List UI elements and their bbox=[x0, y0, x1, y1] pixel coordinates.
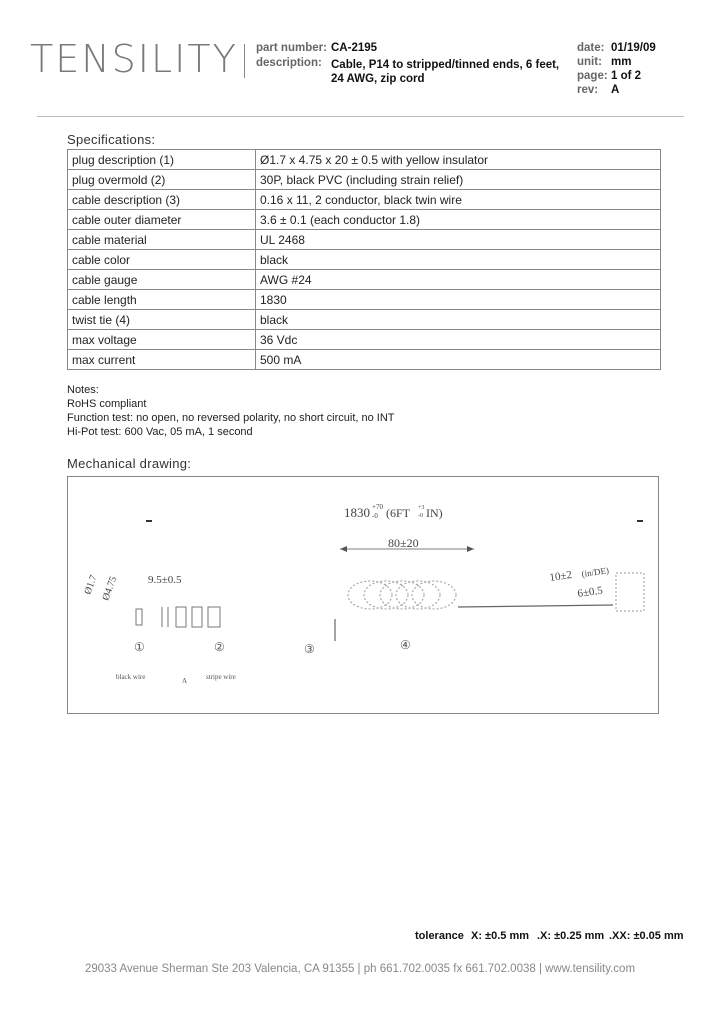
date-label: date: bbox=[577, 42, 605, 54]
coil-dim-arrow-left bbox=[340, 546, 347, 552]
cable-line bbox=[458, 605, 613, 607]
black-wire-label: black wire bbox=[116, 673, 146, 681]
spec-label: cable description (3) bbox=[68, 190, 256, 210]
spec-value: 30P, black PVC (including strain relief) bbox=[256, 170, 661, 190]
footer-contact: 29033 Avenue Sherman Ste 203 Valencia, CA 91355 | ph 661.702.0035 fx 661.702.0038 | www.tensility.com bbox=[84, 963, 636, 975]
description-line-1: Cable, P14 to stripped/tinned ends, 6 feet, bbox=[331, 59, 560, 71]
spec-value: 36 Vdc bbox=[256, 330, 661, 350]
length-inch-label: IN) bbox=[426, 506, 443, 520]
stripe-wire-label: stripe wire bbox=[206, 673, 236, 681]
part-number-value: CA-2195 bbox=[331, 42, 378, 54]
tolerance-x: X: ±0.5 mm bbox=[471, 930, 530, 942]
length-feet-label: (6FT bbox=[386, 506, 410, 520]
description-line-2: 24 AWG, zip cord bbox=[331, 73, 425, 85]
feet-tolerance-plus: +3 bbox=[418, 505, 425, 511]
unit-value: mm bbox=[611, 56, 632, 68]
spec-value: 0.16 x 11, 2 conductor, black twin wire bbox=[256, 190, 661, 210]
unit-label: unit: bbox=[577, 56, 602, 68]
spec-value: black bbox=[256, 310, 661, 330]
spec-row bbox=[68, 290, 661, 310]
header-rule bbox=[37, 116, 684, 117]
rev-label: rev: bbox=[577, 84, 599, 96]
mechanical-drawing-title: Mechanical drawing: bbox=[67, 456, 192, 471]
spec-value: black bbox=[256, 250, 661, 270]
notes-block bbox=[67, 383, 395, 439]
company-logo: TENSILITY bbox=[30, 37, 238, 81]
spec-label: cable gauge bbox=[68, 270, 256, 290]
part-number-label: part number: bbox=[256, 42, 327, 54]
strip-dimension-note: (in/DE) bbox=[580, 565, 610, 579]
spec-label: cable material bbox=[68, 230, 256, 250]
note-line: RoHS compliant bbox=[67, 398, 147, 410]
length-dimension: 1830 bbox=[344, 505, 370, 520]
callout-overmold: ② bbox=[214, 640, 225, 654]
coil-dimension: 80±20 bbox=[388, 536, 419, 550]
spec-row bbox=[68, 350, 661, 370]
spec-value: 500 mA bbox=[256, 350, 661, 370]
wire-coil bbox=[348, 581, 456, 609]
note-line: Hi-Pot test: 600 Vac, 05 mA, 1 second bbox=[67, 426, 253, 438]
callout-cable: ③ bbox=[304, 642, 315, 656]
note-line: Function test: no open, no reversed polarity, no short circuit, no INT bbox=[67, 412, 395, 424]
length-tolerance-minus: -0 bbox=[372, 512, 378, 520]
logo-divider bbox=[244, 44, 245, 78]
spec-label: max voltage bbox=[68, 330, 256, 350]
spec-label: cable color bbox=[68, 250, 256, 270]
spec-value: UL 2468 bbox=[256, 230, 661, 250]
spec-row bbox=[68, 170, 661, 190]
spec-value: 1830 bbox=[256, 290, 661, 310]
spec-label: max current bbox=[68, 350, 256, 370]
spec-value: AWG #24 bbox=[256, 270, 661, 290]
spec-row bbox=[68, 190, 661, 210]
tolerance-dxx: .XX: ±0.05 mm bbox=[609, 930, 684, 942]
spec-row bbox=[68, 230, 661, 250]
spec-row bbox=[68, 250, 661, 270]
notes-title: Notes: bbox=[67, 384, 99, 396]
spec-label: twist tie (4) bbox=[68, 310, 256, 330]
section-a-label: A bbox=[182, 677, 188, 685]
page-value: 1 of 2 bbox=[611, 70, 642, 82]
plug-inner-diameter: Ø1.7 bbox=[82, 573, 100, 597]
spec-label: cable length bbox=[68, 290, 256, 310]
callout-plug: ① bbox=[134, 640, 145, 654]
spec-label: plug description (1) bbox=[68, 150, 256, 170]
page-label: page: bbox=[577, 70, 608, 82]
spec-value: 3.6 ± 0.1 (each conductor 1.8) bbox=[256, 210, 661, 230]
spec-row bbox=[68, 310, 661, 330]
mechanical-drawing bbox=[67, 476, 659, 714]
spec-label: cable outer diameter bbox=[68, 210, 256, 230]
strip-dimension: 10±2 bbox=[548, 568, 573, 584]
tin-dimension: 6±0.5 bbox=[576, 584, 604, 600]
stripped-ends bbox=[616, 573, 644, 611]
feet-tolerance-minus: -0 bbox=[418, 513, 423, 519]
spec-row bbox=[68, 270, 661, 290]
plug-outer-diameter: Ø4.75 bbox=[100, 575, 120, 603]
rev-value: A bbox=[611, 84, 620, 96]
plug-length-dimension: 9.5±0.5 bbox=[148, 574, 182, 586]
dc-plug bbox=[136, 607, 220, 627]
tolerance-dx: .X: ±0.25 mm bbox=[537, 930, 605, 942]
callout-twist-tie: ④ bbox=[400, 638, 411, 652]
description-label: description: bbox=[256, 57, 322, 69]
length-tolerance-plus: +70 bbox=[372, 503, 383, 511]
spec-label: plug overmold (2) bbox=[68, 170, 256, 190]
spec-value: Ø1.7 x 4.75 x 20 ± 0.5 with yellow insulator bbox=[256, 150, 661, 170]
spec-row bbox=[68, 330, 661, 350]
tolerance-label: tolerance bbox=[415, 930, 464, 942]
spec-row bbox=[68, 210, 661, 230]
specifications-title: Specifications: bbox=[67, 132, 156, 147]
specifications-table bbox=[67, 149, 661, 370]
spec-row bbox=[68, 150, 661, 170]
coil-dim-arrow-right bbox=[467, 546, 474, 552]
date-value: 01/19/09 bbox=[611, 42, 656, 54]
